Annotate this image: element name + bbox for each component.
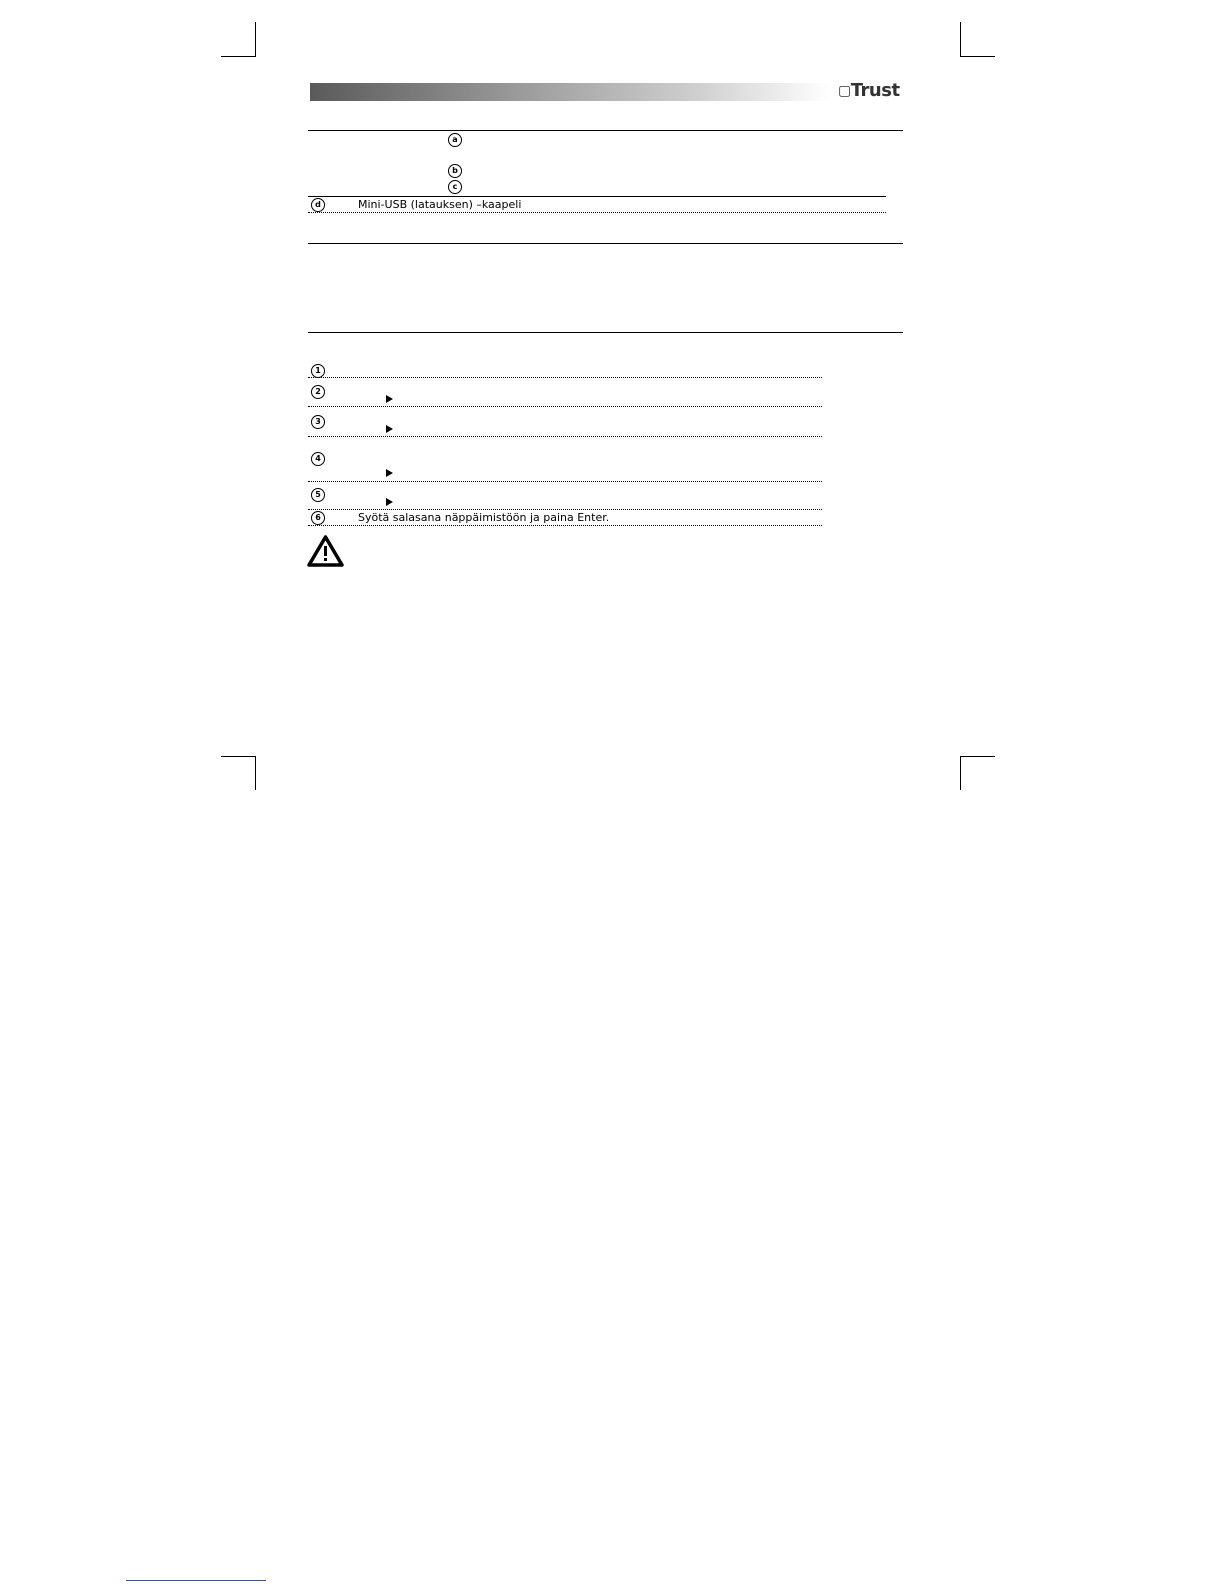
crop-mark-top-left-h <box>221 56 256 57</box>
step-6-text: Syötä salasana näppäimistöön ja paina Enter. <box>358 511 610 524</box>
crop-mark-bottom-left-v <box>255 756 256 790</box>
header-gradient-bar <box>310 83 830 101</box>
crop-mark-bottom-right-v <box>960 756 961 790</box>
marker-a-icon: a <box>448 133 462 147</box>
warning-icon <box>307 535 344 567</box>
section-rule-1 <box>308 243 903 244</box>
step-3-arrow-icon <box>386 425 393 433</box>
step-5-rule <box>308 509 822 510</box>
step-1-rule <box>308 377 822 378</box>
crop-mark-top-left-v <box>255 22 256 56</box>
step-2-rule <box>308 406 822 407</box>
trust-logo-icon: ▢ <box>838 83 851 99</box>
table-bottom-dotted <box>308 212 886 213</box>
crop-mark-bottom-right-h <box>960 756 995 757</box>
step-2-arrow-icon <box>386 395 393 403</box>
step-6-icon: 6 <box>311 511 325 525</box>
table-top-rule <box>308 130 903 131</box>
step-1-icon: 1 <box>311 364 325 378</box>
step-4-icon: 4 <box>311 452 325 466</box>
crop-mark-bottom-left-h <box>221 756 256 757</box>
marker-d-icon: d <box>311 198 325 212</box>
step-4-arrow-icon <box>386 469 393 477</box>
step-3-rule <box>308 436 822 437</box>
marker-c-icon: c <box>448 180 462 194</box>
step-4-rule <box>308 481 822 482</box>
crop-mark-top-right-h <box>960 56 995 57</box>
footer-link-underline <box>126 1580 266 1581</box>
step-2-icon: 2 <box>311 385 325 399</box>
step-5-arrow-icon <box>386 498 393 506</box>
table-row-rule <box>308 196 886 197</box>
trust-logo-text: Trust <box>850 80 900 101</box>
step-3-icon: 3 <box>311 415 325 429</box>
cable-label: Mini-USB (latauksen) –kaapeli <box>358 198 522 211</box>
crop-mark-top-right-v <box>960 22 961 56</box>
step-6-rule <box>308 525 822 526</box>
section-rule-2 <box>308 332 903 333</box>
trust-logo <box>838 80 900 101</box>
step-5-icon: 5 <box>311 488 325 502</box>
marker-b-icon: b <box>448 164 462 178</box>
